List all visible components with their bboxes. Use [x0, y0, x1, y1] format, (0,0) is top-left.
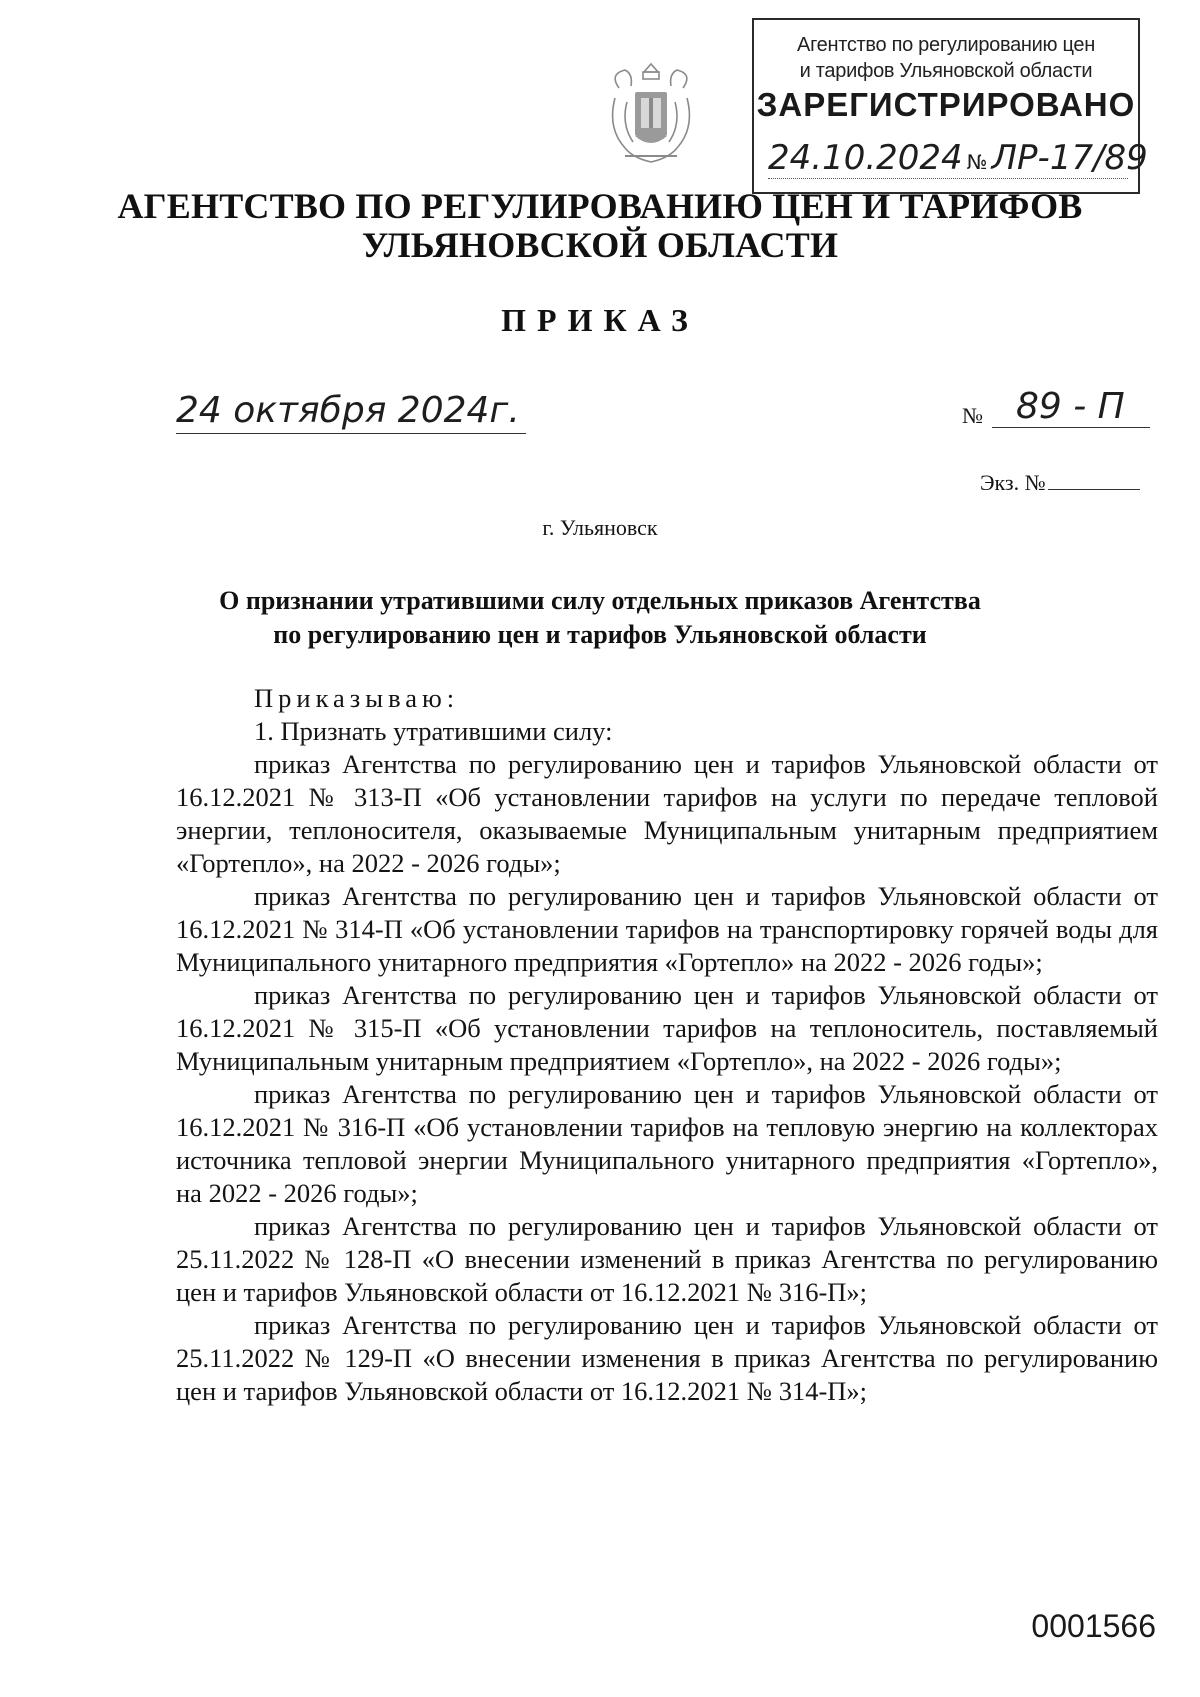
document-type: ПРИКАЗ — [501, 302, 699, 338]
repealed-order: приказ Агентства по регулированию цен и тарифов Ульяновской области от 16.12.2021 № 314-П «Об установлении тарифов на транспортировку горячей воды для Муниципального унитарного предприятия «Гортепло» на 2022 - 2026 годы»; — [176, 881, 1158, 977]
repealed-order: приказ Агентства по регулированию цен и тарифов Ульяновской области от 16.12.2021 № 316-П «Об установлении тарифов на тепловую энергию на коллекторах источника тепловой энергии Муниципального унитарного предприятия «Гортепло», на 2022 - 2026 годы»; — [176, 1079, 1158, 1208]
agency-title-line2: УЛЬЯНОВСКОЙ ОБЛАСТИ — [361, 225, 839, 265]
coat-of-arms-icon — [605, 58, 697, 170]
order-item-1: 1. Признать утратившими силу: — [254, 716, 613, 746]
repealed-order: приказ Агентства по регулированию цен и тарифов Ульяновской области от 25.11.2022 № 128-П «О внесении изменений в приказ Агентства по регулированию цен и тарифов Ульяновской области от 16.12.2021 № 316-П»; — [176, 1211, 1158, 1307]
stamp-agency-line1: Агентство по регулированию цен — [797, 34, 1095, 56]
repealed-order: приказ Агентства по регулированию цен и тарифов Ульяновской области от 25.11.2022 № 129-П «О внесении изменения в приказ Агентства по регулированию цен и тарифов Ульяновской области от 16.12.2021 № 314-П»; — [176, 1310, 1158, 1406]
subject-line1: О признании утратившими силу отдельных приказов Агентства — [219, 586, 981, 615]
order-date: 24 октября 2024г. — [176, 390, 526, 434]
copy-number-blank — [1048, 489, 1140, 490]
order-number: 89 - П — [992, 386, 1150, 428]
stamp-number: ЛР-17/89 — [991, 138, 1148, 178]
stamp-number-sign: № — [966, 150, 988, 174]
repealed-order: приказ Агентства по регулированию цен и тарифов Ульяновской области от 16.12.2021 № 313-П «Об установлении тарифов на услуги по передаче тепловой энергии, теплоносителя, оказываемые Муниципальным унитарным предприятием «Гортепло», на 2022 - 2026 годы»; — [176, 749, 1158, 878]
order-body — [176, 682, 1158, 1408]
agency-title-line1: АГЕНТСТВО ПО РЕГУЛИРОВАНИЮ ЦЕН И ТАРИФОВ — [117, 186, 1083, 226]
stamp-status: ЗАРЕГИСТРИРОВАНО — [756, 86, 1136, 123]
subject-line2: по регулированию цен и тарифов Ульяновской области — [273, 620, 927, 649]
stamp-date: 24.10.2024 — [768, 138, 963, 178]
city: г. Ульяновск — [542, 515, 658, 540]
repealed-order: приказ Агентства по регулированию цен и тарифов Ульяновской области от 16.12.2021 № 315-П «Об установлении тарифов на теплоноситель, поставляемый Муниципальным унитарным предприятием «Гортепло», на 2022 - 2026 годы»; — [176, 980, 1158, 1076]
stamp-agency-line2: и тарифов Ульяновской области — [799, 60, 1093, 82]
order-word: Приказываю: — [254, 683, 460, 713]
order-number-label: № — [962, 403, 983, 428]
page-code: 0001566 — [1031, 1608, 1156, 1644]
copy-number — [980, 470, 1140, 496]
copy-number-label: Экз. № — [980, 470, 1046, 495]
registration-stamp — [752, 18, 1148, 194]
stamp-handwritten-registration — [768, 138, 1148, 179]
